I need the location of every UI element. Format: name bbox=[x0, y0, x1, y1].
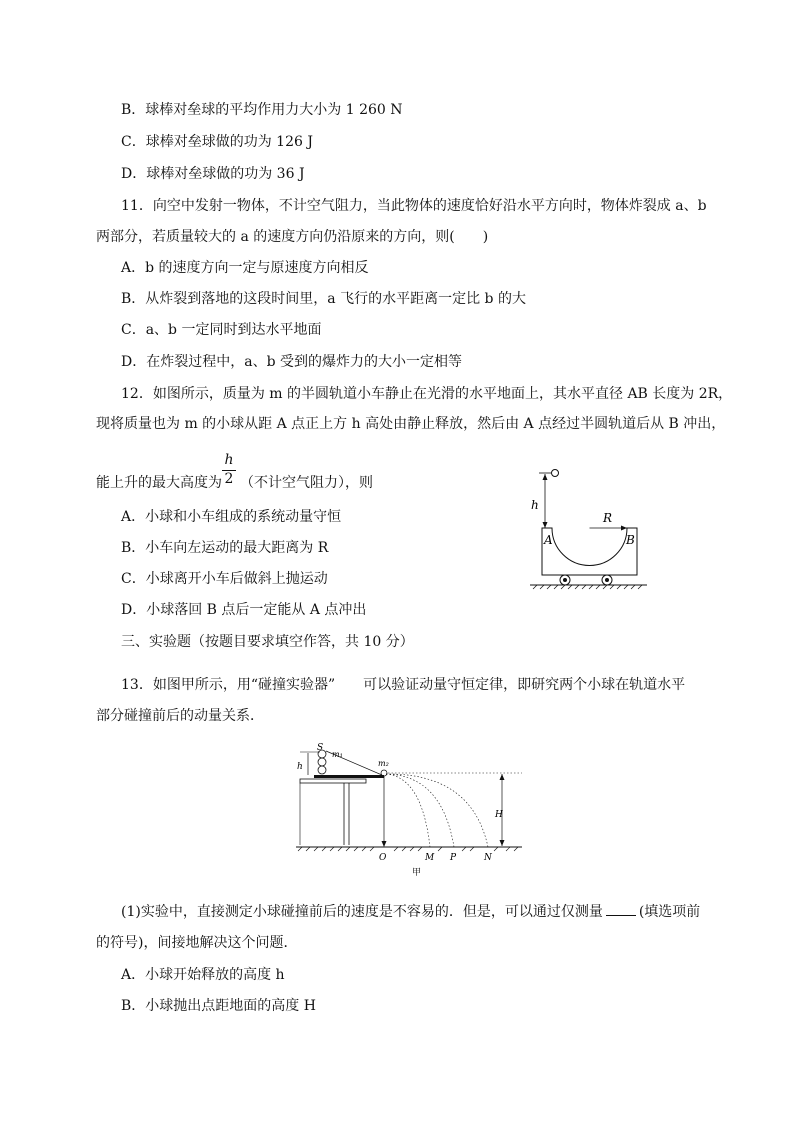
q10-option-c: C．球棒对垒球做的功为 126 J bbox=[121, 134, 313, 150]
q12-radius-arrow-head bbox=[621, 526, 627, 531]
q12-label-B: B bbox=[626, 533, 635, 547]
q13-trajectory-N bbox=[386, 774, 488, 847]
q12-stem-line3-suffix: （不计空气阻力），则 bbox=[240, 475, 373, 491]
q13-part1-line2: 的符号)，间接地解决这个问题． bbox=[96, 935, 298, 951]
q12-option-b: B．小车向左运动的最大距离为 R bbox=[121, 540, 329, 556]
q13-label-M: M bbox=[425, 853, 435, 863]
q13-part1-prefix: (1)实验中，直接测定小球碰撞前后的速度是不容易的．但是，可以通过仅测量 bbox=[121, 904, 603, 920]
q12-h-arrow-head-bottom bbox=[543, 522, 548, 528]
q12-stem-line3-prefix: 能上升的最大高度为 bbox=[96, 475, 222, 491]
q13-H-arrow-bottom bbox=[500, 840, 505, 846]
q13-ground-hatch bbox=[298, 847, 518, 851]
q13-option-b: B．小球抛出点距地面的高度 H bbox=[121, 998, 316, 1014]
q13-plumb-arrow bbox=[382, 841, 387, 847]
q10-option-d: D．球棒对垒球做的功为 36 J bbox=[121, 166, 305, 182]
q13-apparatus-figure bbox=[294, 741, 526, 879]
q13-track bbox=[314, 775, 384, 778]
q12-fraction-numerator: h bbox=[224, 452, 234, 468]
q12-fraction-denominator: 2 bbox=[224, 471, 234, 487]
q13-stem-line1: 13．如图甲所示，用“碰撞实验器” 可以验证动量守恒定律，即研究两个小球在轨道水平 bbox=[121, 677, 686, 693]
q13-trajectory-P bbox=[386, 774, 454, 847]
q13-trajectory-M bbox=[386, 774, 430, 847]
q12-stem-line1: 12．如图所示，质量为 m 的半圆轨道小车静止在光滑的水平地面上，其水平直径 AB 长度为 2R， bbox=[121, 386, 733, 402]
q13-label-S: S bbox=[317, 743, 324, 753]
q13-stem-line2: 部分碰撞前后的动量关系． bbox=[96, 708, 264, 724]
q12-label-R: R bbox=[603, 511, 613, 525]
q12-ground-hatch bbox=[533, 585, 642, 589]
q11-stem-line1: 11．向空中发射一物体，不计空气阻力，当此物体的速度恰好沿水平方向时，物体炸裂成 a、b bbox=[121, 198, 707, 214]
q13-label-P: P bbox=[450, 853, 457, 863]
q12-option-d: D．小球落回 B 点后一定能从 A 点冲出 bbox=[121, 602, 367, 618]
q12-wheel-right-hub bbox=[605, 578, 609, 582]
q11-option-b: B．从炸裂到落地的这段时间里，a 飞行的水平距离一定比 b 的大 bbox=[121, 291, 526, 307]
q12-h-arrow-head-top bbox=[543, 474, 548, 480]
q12-cart-body bbox=[542, 528, 637, 575]
q12-ball bbox=[552, 470, 559, 477]
q13-ramp-slope bbox=[326, 751, 382, 775]
q10-option-b: B．球棒对垒球的平均作用力大小为 1 260 N bbox=[121, 102, 403, 118]
q12-wheel-left-hub bbox=[563, 578, 567, 582]
q13-label-h: h bbox=[297, 762, 303, 772]
section3-title: 三、实验题（按题目要求填空作答，共 10 分） bbox=[121, 634, 414, 650]
q13-label-O: O bbox=[379, 853, 387, 863]
q11-option-c: C．a、b 一定同时到达水平地面 bbox=[121, 322, 322, 338]
q13-part1-answer-blank[interactable] bbox=[606, 903, 636, 916]
q13-ramp-ball-3 bbox=[318, 766, 326, 774]
q12-label-A: A bbox=[544, 533, 553, 547]
q13-label-N: N bbox=[484, 853, 492, 863]
q13-label-m1: m₁ bbox=[332, 750, 343, 759]
q13-table-top bbox=[300, 779, 366, 783]
q12-option-c: C．小球离开小车后做斜上抛运动 bbox=[121, 571, 328, 587]
q12-stem-line2: 现将质量也为 m 的小球从距 A 点正上方 h 高处由静止释放，然后由 A 点经过半圆轨道后从 B 冲出， bbox=[96, 416, 726, 432]
q12-cart-figure bbox=[525, 462, 655, 592]
q12-option-a: A．小球和小车组成的系统动量守恒 bbox=[121, 509, 342, 525]
q12-label-h: h bbox=[531, 498, 539, 512]
q13-option-a: A．小球开始释放的高度 h bbox=[121, 967, 285, 983]
q11-option-d: D．在炸裂过程中，a、b 受到的爆炸力的大小一定相等 bbox=[121, 354, 462, 370]
q11-stem-line2: 两部分，若质量较大的 a 的速度方向仍沿原来的方向，则( ) bbox=[96, 229, 489, 245]
q13-H-arrow-top bbox=[500, 774, 505, 780]
q13-figure-caption: 甲 bbox=[412, 868, 422, 878]
q13-part1-suffix: (填选项前 bbox=[638, 904, 701, 920]
q11-option-a: A．b 的速度方向一定与原速度方向相反 bbox=[121, 260, 369, 276]
q13-label-m2: m₂ bbox=[378, 759, 389, 768]
q13-ramp-ball-2 bbox=[318, 758, 326, 766]
q13-part1-line1 bbox=[121, 903, 700, 921]
q13-label-H: H bbox=[495, 810, 503, 820]
